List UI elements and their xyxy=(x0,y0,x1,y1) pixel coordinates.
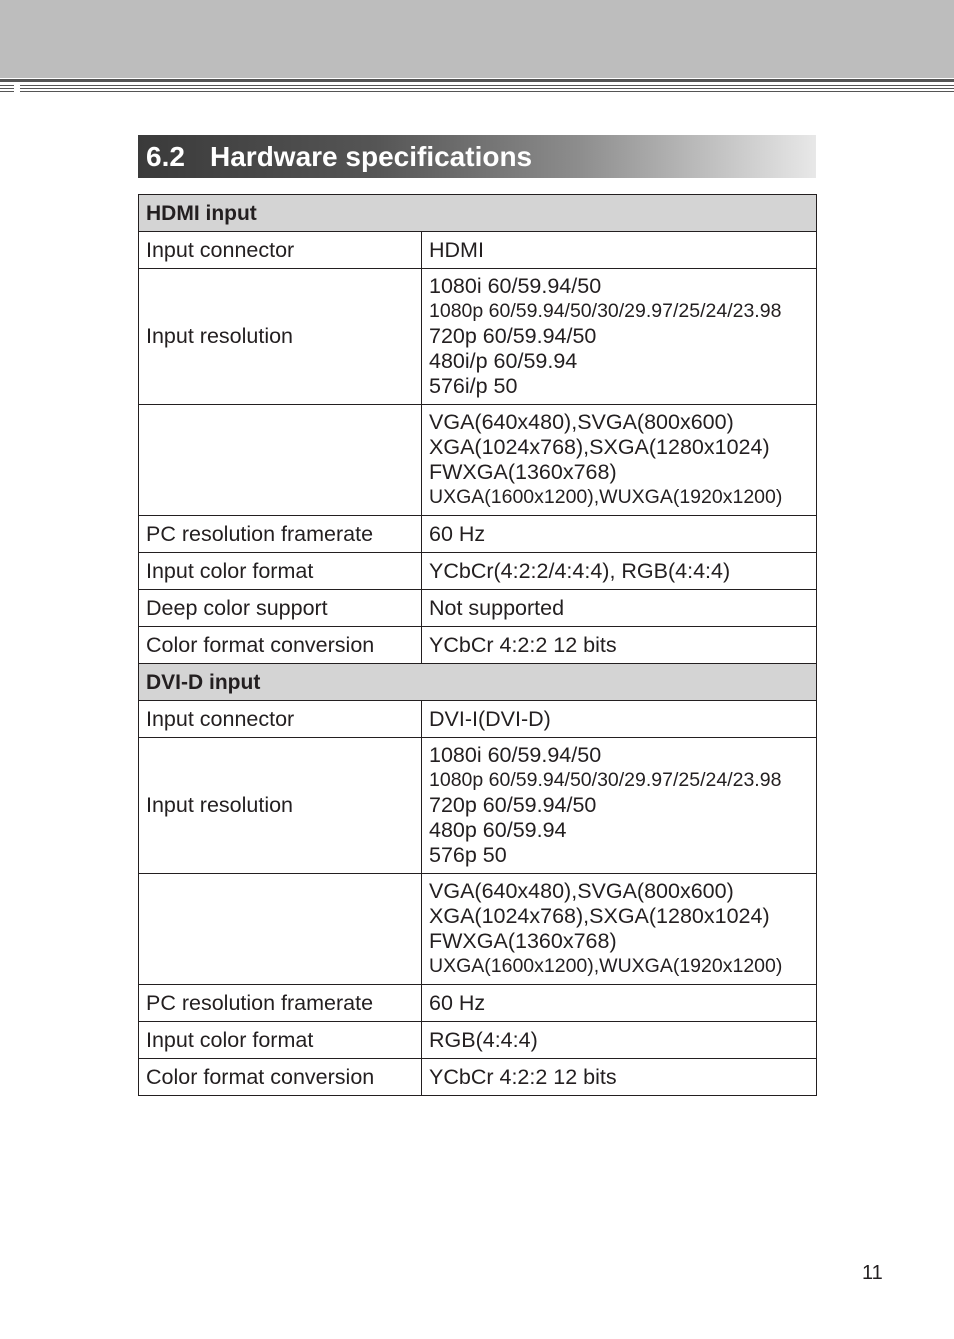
spec-value xyxy=(422,269,817,405)
header-rule xyxy=(0,79,954,82)
spec-value-line: FWXGA(1360x768) xyxy=(429,929,617,953)
spec-row xyxy=(139,985,817,1022)
spec-value-line: 480p 60/59.94 xyxy=(429,818,567,842)
group-header-row xyxy=(139,664,817,701)
spec-label: Input resolution xyxy=(139,738,422,874)
header-rule xyxy=(20,88,954,89)
spec-value-line: 480i/p 60/59.94 xyxy=(429,349,578,373)
header-rule xyxy=(20,85,954,86)
spec-label: PC resolution framerate xyxy=(139,985,422,1022)
spec-value-line: XGA(1024x768),SXGA(1280x1024) xyxy=(429,435,770,459)
spec-row xyxy=(139,269,817,405)
spec-value-line: 720p 60/59.94/50 xyxy=(429,793,597,817)
spec-value xyxy=(422,1022,817,1059)
spec-row xyxy=(139,738,817,874)
spec-value-line: DVI-I(DVI-D) xyxy=(429,706,551,731)
spec-row xyxy=(139,701,817,738)
spec-value xyxy=(422,874,817,985)
section-number: 6.2 xyxy=(146,141,185,172)
spec-value xyxy=(422,701,817,738)
spec-value-line: YCbCr(4:2:2/4:4:4), RGB(4:4:4) xyxy=(429,558,731,583)
section-heading xyxy=(138,135,816,178)
spec-value-line: VGA(640x480),SVGA(800x600) xyxy=(429,410,734,434)
spec-value-line: 1080p 60/59.94/50/30/29.97/25/24/23.98 xyxy=(429,769,782,791)
spec-label: Input connector xyxy=(139,701,422,738)
spec-value-line: 720p 60/59.94/50 xyxy=(429,324,597,348)
spec-row xyxy=(139,1059,817,1096)
header-rule xyxy=(20,91,954,92)
spec-value-line: VGA(640x480),SVGA(800x600) xyxy=(429,879,734,903)
spec-value-line: FWXGA(1360x768) xyxy=(429,460,617,484)
spec-value xyxy=(422,738,817,874)
spec-label: Input color format xyxy=(139,1022,422,1059)
spec-label: Input color format xyxy=(139,553,422,590)
spec-label: Deep color support xyxy=(139,590,422,627)
spec-value-line: YCbCr 4:2:2 12 bits xyxy=(429,632,617,657)
spec-label: Color format conversion xyxy=(139,627,422,664)
spec-value xyxy=(422,405,817,516)
spec-value-line: UXGA(1600x1200),WUXGA(1920x1200) xyxy=(429,486,783,508)
header-rule xyxy=(0,91,14,92)
spec-row xyxy=(139,553,817,590)
header-rule xyxy=(0,88,14,89)
spec-value xyxy=(422,553,817,590)
spec-value-line: RGB(4:4:4) xyxy=(429,1027,538,1052)
spec-label: Input connector xyxy=(139,232,422,269)
group-header: HDMI input xyxy=(139,195,817,232)
spec-row xyxy=(139,405,817,516)
spec-row xyxy=(139,627,817,664)
spec-value-line: 1080i 60/59.94/50 xyxy=(429,274,602,298)
spec-row xyxy=(139,516,817,553)
spec-label: Input resolution xyxy=(139,269,422,405)
spec-value xyxy=(422,627,817,664)
page-header-band xyxy=(0,0,954,78)
header-rule xyxy=(0,85,14,86)
spec-value xyxy=(422,516,817,553)
spec-value xyxy=(422,985,817,1022)
spec-row xyxy=(139,590,817,627)
spec-value-line: 576p 50 xyxy=(429,843,507,867)
group-header-row xyxy=(139,195,817,232)
spec-value xyxy=(422,1059,817,1096)
spec-row xyxy=(139,1022,817,1059)
spec-value-line: 60 Hz xyxy=(429,521,486,546)
spec-value-line: 1080p 60/59.94/50/30/29.97/25/24/23.98 xyxy=(429,300,782,322)
spec-label xyxy=(139,874,422,985)
spec-value-line: 60 Hz xyxy=(429,990,486,1015)
spec-row xyxy=(139,232,817,269)
spec-value xyxy=(422,232,817,269)
spec-value-line: XGA(1024x768),SXGA(1280x1024) xyxy=(429,904,770,928)
spec-value-line: Not supported xyxy=(429,595,565,620)
spec-table xyxy=(138,194,817,1096)
section-title: Hardware specifications xyxy=(210,141,533,172)
spec-label xyxy=(139,405,422,516)
spec-label: Color format conversion xyxy=(139,1059,422,1096)
spec-value-line: HDMI xyxy=(429,237,484,262)
spec-value-line: 576i/p 50 xyxy=(429,374,518,398)
spec-label: PC resolution framerate xyxy=(139,516,422,553)
spec-value xyxy=(422,590,817,627)
spec-row xyxy=(139,874,817,985)
page-number: 11 xyxy=(862,1262,883,1284)
spec-value-line: YCbCr 4:2:2 12 bits xyxy=(429,1064,617,1089)
spec-value-line: 1080i 60/59.94/50 xyxy=(429,743,602,767)
group-header: DVI-D input xyxy=(139,664,817,701)
spec-value-line: UXGA(1600x1200),WUXGA(1920x1200) xyxy=(429,955,783,977)
